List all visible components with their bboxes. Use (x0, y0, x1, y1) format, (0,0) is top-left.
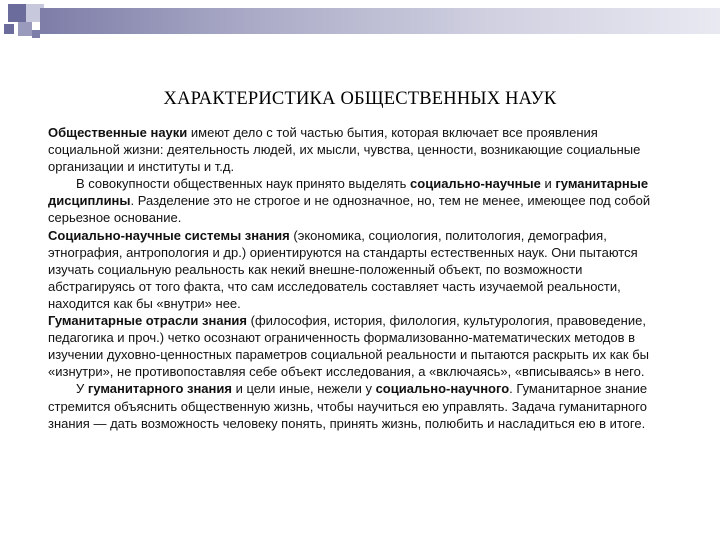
paragraph-social-sciences: Общественные науки имеют дело с той частью бытия, которая включает все проявления социальной жизни: деятельность людей, их мысли, чувства, ценности, возникающие социальные организации и институты и т.д. (48, 125, 641, 175)
slide-title: ХАРАКТЕРИСТИКА ОБЩЕСТВЕННЫХ НАУК (163, 89, 557, 109)
term-humanitarian-branches: Гуманитарные отрасли знания (48, 313, 248, 329)
term-social-scientific-systems: Социально-научные системы знания (48, 227, 290, 243)
paragraph-disciplines: В совокупности общественных наук принято выделять социально-научные и гуманитарные дисциплины. Разделение это не строгое и не однозначное, но, тем не менее, имеющее под собой серьезное основание. (48, 176, 651, 226)
deco-square-mid (18, 22, 32, 36)
paragraph-goals: У гуманитарного знания и цели иные, нежели у социально-научного. Гуманитарное знание стремится объяснить общественную жизнь, чтобы научиться ею управлять. Задача гуманитарного знания — дать возможность человеку понять, принять жизнь, полюбить и насладиться ею в итоге. (48, 381, 648, 431)
deco-square-tiny (32, 30, 40, 38)
term-social-scientific: социально-научные (410, 176, 541, 192)
paragraph-humanitarian-branches: Гуманитарные отрасли знания (философия, история, филология, культурология, правоведение, педагогика и проч.) четко осознают ограниченность формализованно-математических методов в изучении духовно-ценностных параметров социальной реальности и пытаются раскрыть их как бы «изнутри», не противопоставляя себе объект исследования, а «включаясь», «вписываясь» в него. (48, 313, 649, 380)
header-gradient-bar (40, 8, 720, 34)
slide-body (48, 124, 668, 432)
deco-square-small-dark (4, 24, 14, 34)
term-humanitarian-disciplines: гуманитарные дисциплины (48, 176, 649, 209)
deco-square-dark (8, 4, 26, 22)
term-social-sciences: Общественные науки (48, 125, 188, 140)
paragraph-social-scientific-systems: Социально-научные системы знания (экономика, социология, политология, демография, этнография, антропология и др.) ориентируются на стандарты естественных наук. Они пытаются изучать социальную реальность как некий внешне-положенный объект, по возможности абстрагируясь от того факта, что сам исследователь составляет часть изучаемой реальности, находится как бы «внутри» нее. (48, 227, 638, 311)
term-humanitarian-knowledge: гуманитарного знания (87, 381, 232, 397)
term-social-scientific-knowledge: социально-научного (375, 381, 510, 397)
